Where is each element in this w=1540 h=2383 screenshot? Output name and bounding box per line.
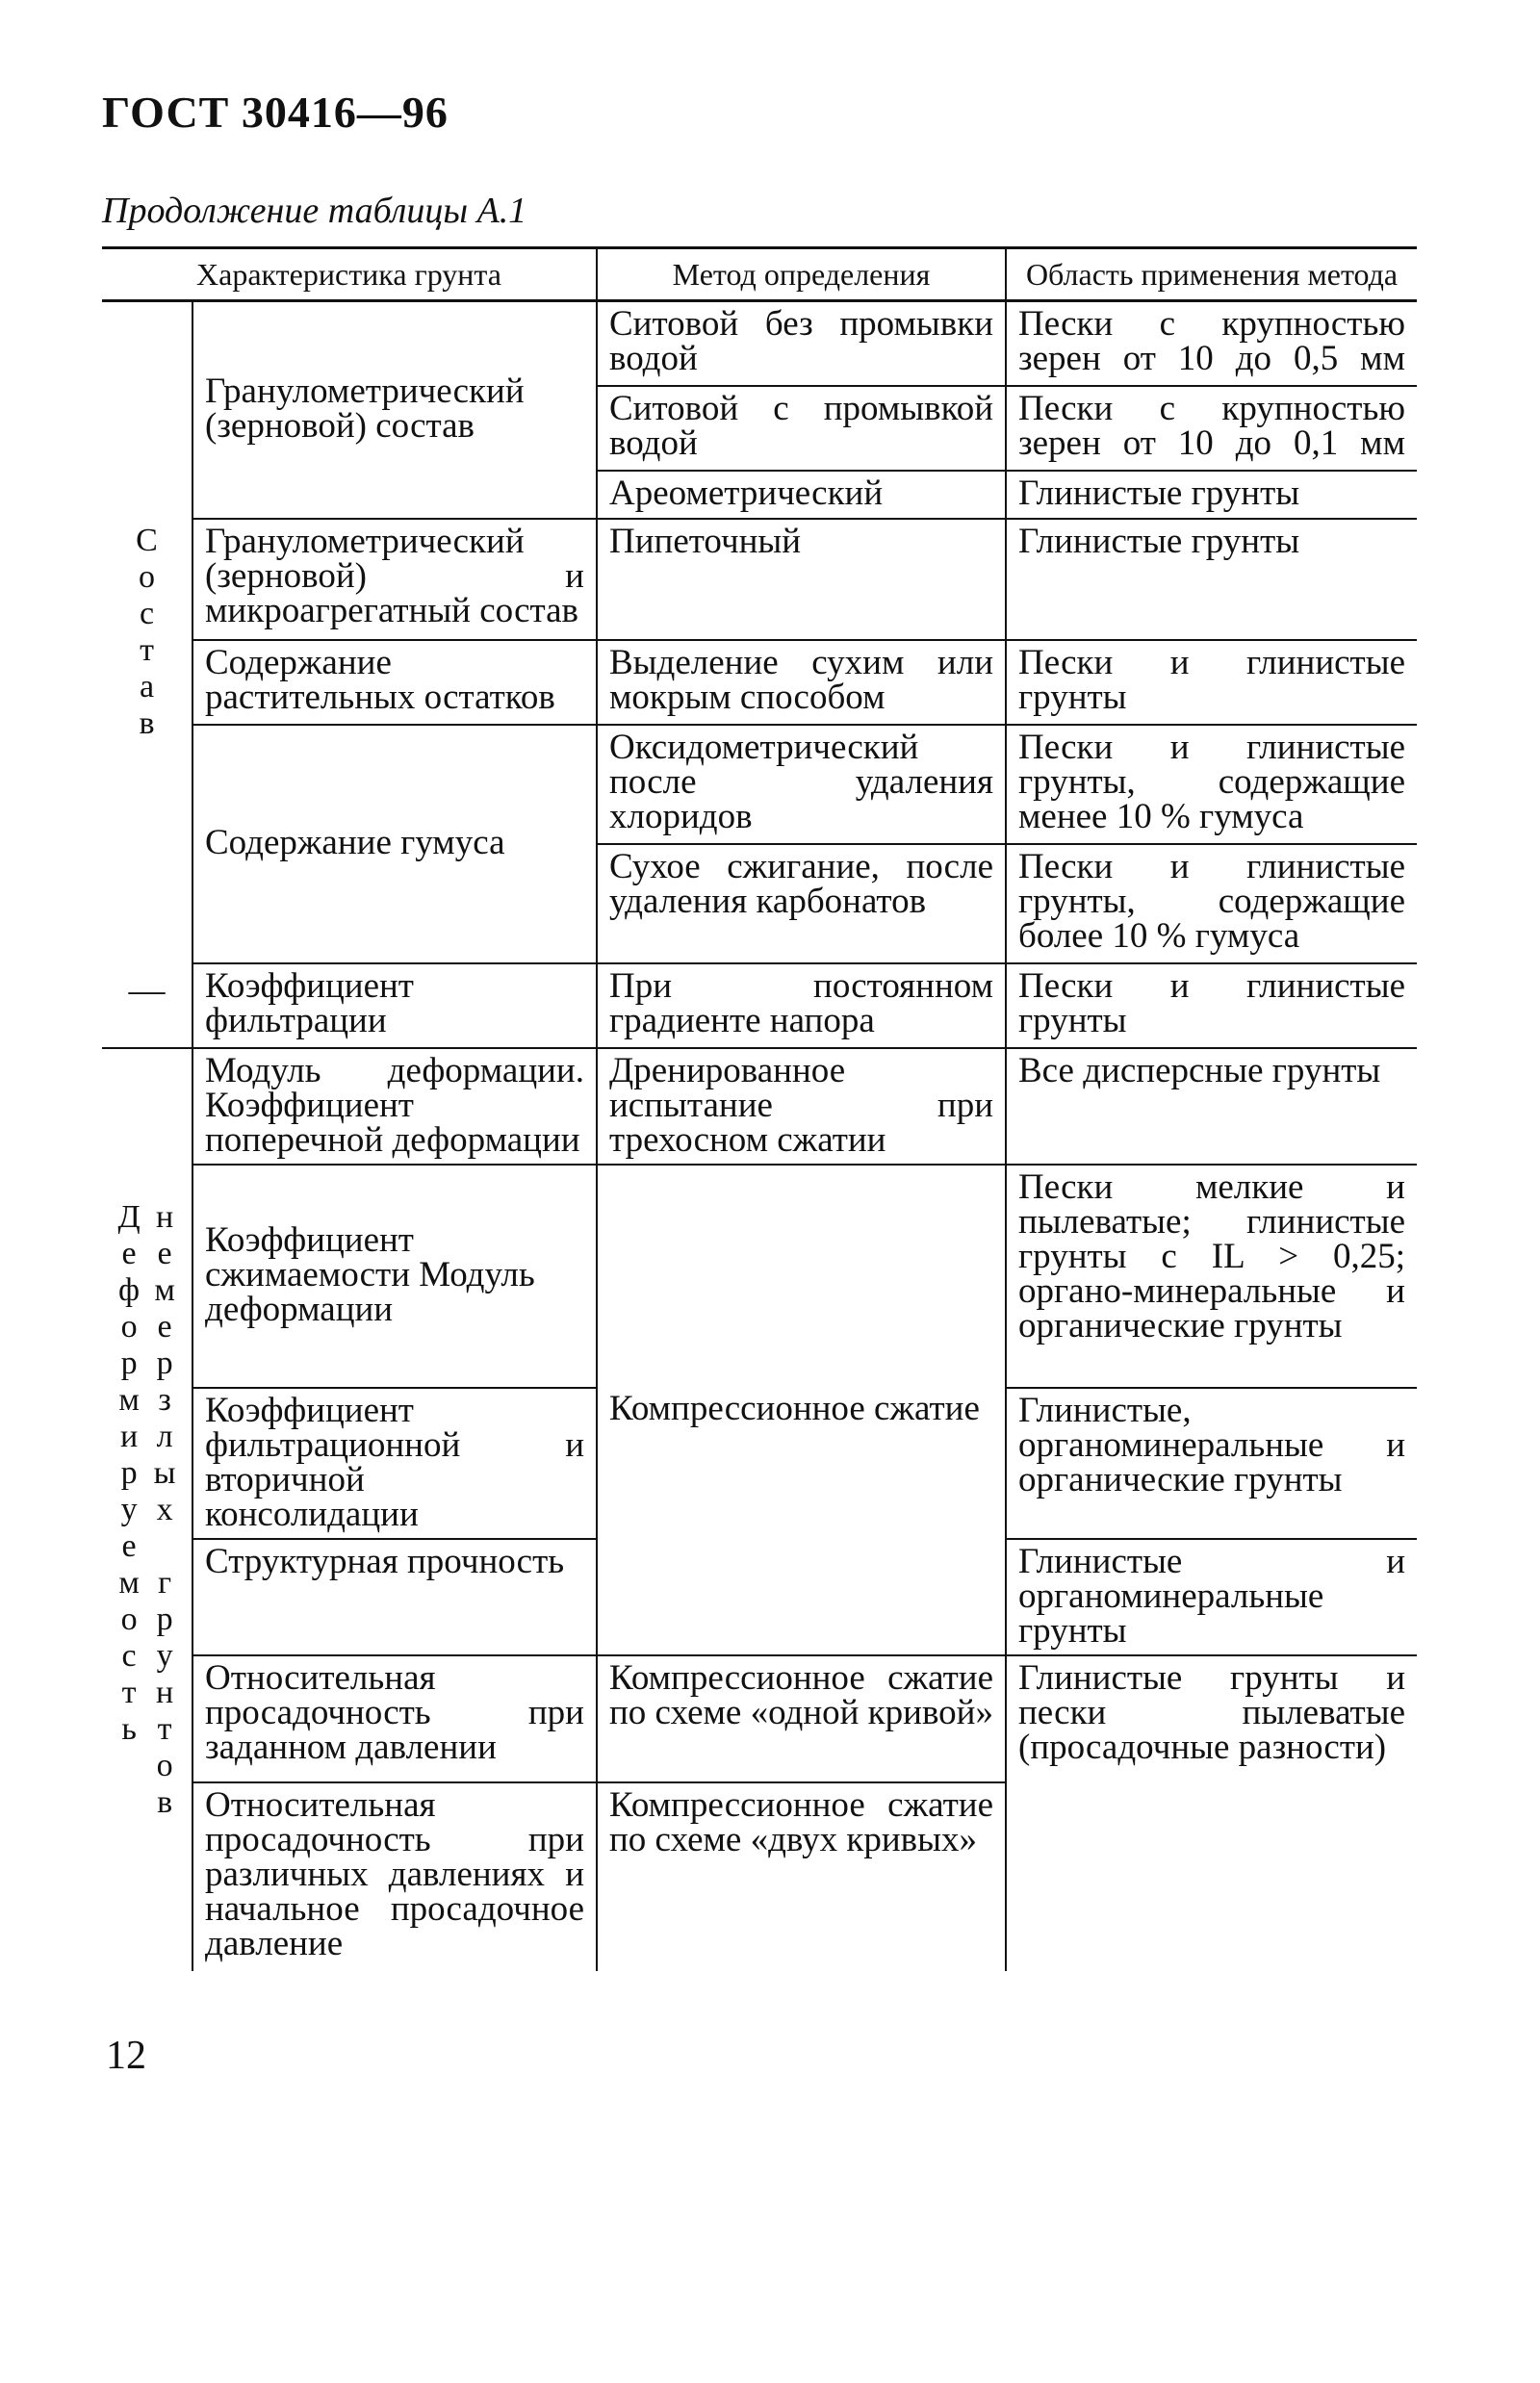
table-row (102, 1165, 1417, 1388)
cell-humus-method-2: Сухое сжигание, после удаления карбонатов (597, 844, 1006, 963)
cell-humus-char: Содержание гумуса (192, 725, 597, 963)
table-row (102, 725, 1417, 844)
cell-cons-char: Коэффициент фильтрационной и вторичной консолидации (192, 1388, 597, 1539)
table-header-row (102, 248, 1417, 301)
soil-methods-table (102, 246, 1417, 1971)
cell-micro-area: Глинистые грунты (1006, 519, 1417, 640)
group-deform (102, 1048, 192, 1971)
cell-mod-method: Дренированное испытание при трехосном сжатии (597, 1048, 1006, 1165)
table-continuation-caption: Продолжение таблицы А.1 (102, 191, 527, 231)
cell-granul-area-1: Пески с крупностью зерен от 10 до 0,5 мм (1006, 301, 1417, 386)
table-row (102, 1655, 1417, 1782)
table-row (102, 301, 1417, 386)
cell-humus-method-1: Оксидометрический после удаления хлоридов (597, 725, 1006, 844)
document-title: ГОСТ 30416—96 (102, 88, 449, 137)
group-dash: — (102, 963, 192, 1048)
cell-struct-char: Структурная прочность (192, 1539, 597, 1655)
cell-pros1-char: Относительная просадочность при заданном давлении (192, 1655, 597, 1782)
cell-granul-area-3: Глинистые грунты (1006, 471, 1417, 519)
cell-granul-char: Гранулометрический (зерновой) состав (192, 301, 597, 519)
cell-comp-method: Компрессионное сжатие (597, 1165, 1006, 1655)
cell-granul-method-1: Ситовой без промывки водой (597, 301, 1006, 386)
cell-granul-method-3: Ареометрический (597, 471, 1006, 519)
cell-pros1-method: Компрессионное сжатие по схеме «одной кривой» (597, 1655, 1006, 1782)
cell-pros-area: Глинистые грунты и пески пылеватые (просадочные разности) (1018, 1657, 1405, 1767)
cell-humus-area-2: Пески и глинистые грунты, содержащие более 10 % гумуса (1006, 844, 1417, 963)
group-deform-label: Д е ф о р м и р у е м о с т ь (117, 1198, 141, 1747)
cell-filt-char: Коэффициент фильтрации (192, 963, 597, 1048)
table-row (102, 519, 1417, 640)
cell-plant-char: Содержание растительных остатков (192, 640, 597, 725)
header-method: Метод определения (597, 248, 1006, 301)
cell-micro-char: Гранулометрический (зерновой) и микроагрегатный состав (192, 519, 597, 640)
table-row (102, 1048, 1417, 1165)
cell-filt-method: При постоянном градиенте напора (597, 963, 1006, 1048)
cell-mod-char: Модуль деформации. Коэффициент поперечной деформации (192, 1048, 597, 1165)
cell-struct-area: Глинистые и органоминеральные грунты (1006, 1539, 1417, 1655)
group-sostav-label: С о с т а в (136, 523, 158, 742)
header-application: Область применения метода (1006, 248, 1417, 301)
table-row (102, 640, 1417, 725)
cell-pros2-method: Компрессионное сжатие по схеме «двух кривых» (597, 1782, 1006, 1971)
cell-micro-method: Пипеточный (597, 519, 1006, 640)
cell-pros2-char: Относительная просадочность при различных давлениях и начальное просадочное давление (192, 1782, 597, 1971)
header-characteristic: Характеристика грунта (102, 248, 597, 301)
group-sostav (102, 301, 192, 963)
cell-plant-area: Пески и глинистые грунты (1006, 640, 1417, 725)
cell-filt-area: Пески и глинистые грунты (1006, 963, 1417, 1048)
cell-cons-area: Глинистые, органоминеральные и органические грунты (1006, 1388, 1417, 1539)
cell-comp-char: Коэффициент сжимаемости Модуль деформации (192, 1165, 597, 1388)
cell-mod-area: Все дисперсные грунты (1006, 1048, 1417, 1165)
page-number: 12 (106, 2034, 146, 2078)
cell-granul-area-2: Пески с крупностью зерен от 10 до 0,1 мм (1006, 386, 1417, 471)
cell-granul-method-2: Ситовой с промывкой водой (597, 386, 1006, 471)
cell-comp-area: Пески мелкие и пылеватые; глинистые грунты с IL > 0,25; органо-минеральные и органические грунты (1006, 1165, 1417, 1388)
cell-humus-area-1: Пески и глинистые грунты, содержащие менее 10 % гумуса (1006, 725, 1417, 844)
cell-plant-method: Выделение сухим или мокрым способом (597, 640, 1006, 725)
group-unfrozen-label: н е м е р з л ы х г р у н т о в (153, 1198, 176, 1820)
table-row (102, 963, 1417, 1048)
